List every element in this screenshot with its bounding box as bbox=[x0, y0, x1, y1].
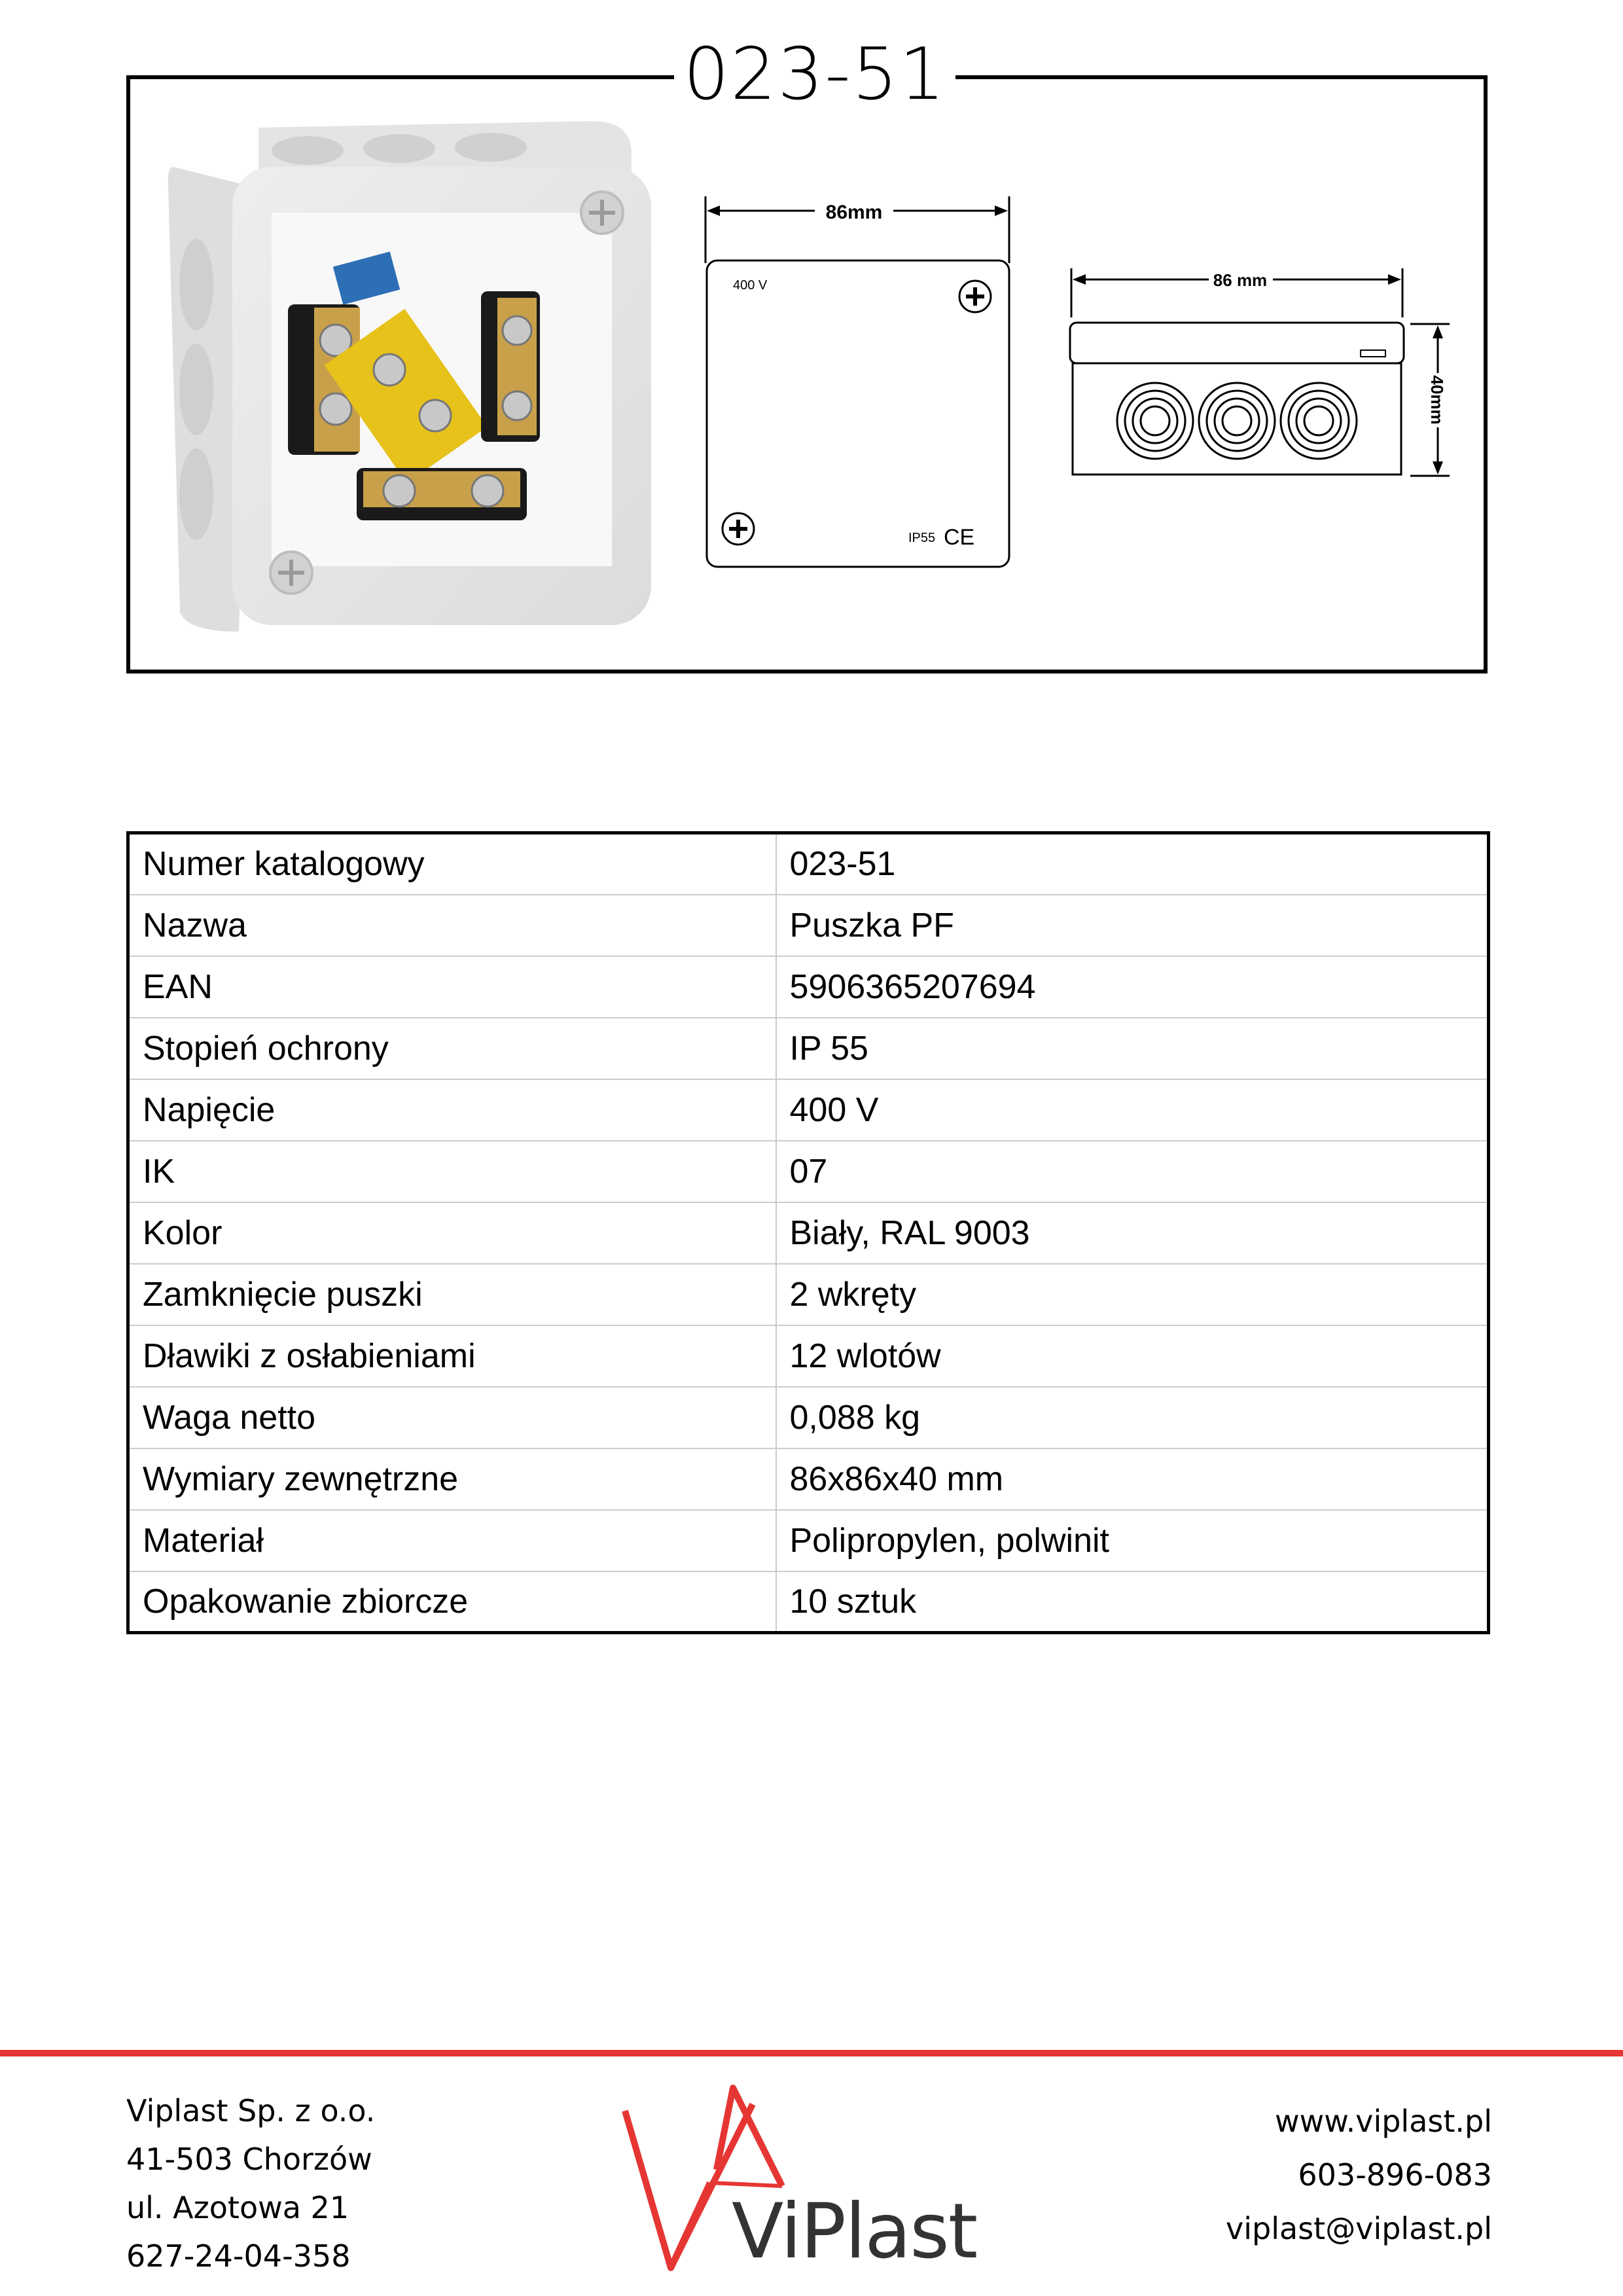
logo-wordmark: ViPlast bbox=[732, 2187, 977, 2276]
company-name: Viplast Sp. z o.o. bbox=[126, 2093, 376, 2128]
spec-value: 86x86x40 mm bbox=[776, 1448, 1489, 1510]
table-row bbox=[128, 956, 1489, 1018]
front-view-drawing bbox=[700, 190, 1014, 576]
spec-value: 5906365207694 bbox=[776, 956, 1489, 1018]
ip-label: IP55 bbox=[908, 531, 936, 545]
spec-value: Biały, RAL 9003 bbox=[776, 1202, 1489, 1264]
table-row bbox=[128, 833, 1489, 895]
table-row bbox=[128, 1141, 1489, 1202]
side-view-drawing bbox=[1063, 265, 1469, 491]
product-photo bbox=[160, 115, 658, 638]
product-title: 023-51 bbox=[674, 25, 955, 123]
spec-key: Napięcie bbox=[128, 1079, 776, 1141]
spec-value: 12 wlotów bbox=[776, 1325, 1489, 1387]
voltage-label: 400 V bbox=[733, 278, 768, 293]
spec-value: IP 55 bbox=[776, 1018, 1489, 1079]
spec-key: Opakowanie zbiorcze bbox=[128, 1571, 776, 1633]
table-row bbox=[128, 1079, 1489, 1141]
spec-value: 023-51 bbox=[776, 833, 1489, 895]
spec-key: Zamknięcie puszki bbox=[128, 1264, 776, 1325]
spec-key: IK bbox=[128, 1141, 776, 1202]
table-row bbox=[128, 1387, 1489, 1448]
table-row bbox=[128, 1264, 1489, 1325]
table-row bbox=[128, 1202, 1489, 1264]
side-width-label: 86 mm bbox=[1213, 270, 1268, 290]
table-row bbox=[128, 1325, 1489, 1387]
postal-city: 41-503 Chorzów bbox=[126, 2142, 372, 2177]
spec-key: Nazwa bbox=[128, 895, 776, 956]
side-height-label: 40mm bbox=[1427, 375, 1447, 425]
spec-key: Waga netto bbox=[128, 1387, 776, 1448]
spec-key: Kolor bbox=[128, 1202, 776, 1264]
spec-value: Polipropylen, polwinit bbox=[776, 1510, 1489, 1571]
spec-key: EAN bbox=[128, 956, 776, 1018]
table-row bbox=[128, 1571, 1489, 1633]
email-link[interactable]: viplast@viplast.pl bbox=[1226, 2211, 1492, 2246]
spec-value: 07 bbox=[776, 1141, 1489, 1202]
table-row bbox=[128, 895, 1489, 956]
spec-key: Materiał bbox=[128, 1510, 776, 1571]
front-width-label: 86mm bbox=[825, 202, 883, 223]
table-row bbox=[128, 1018, 1489, 1079]
spec-table bbox=[126, 831, 1490, 1634]
tax-id: 627-24-04-358 bbox=[126, 2238, 351, 2274]
spec-value: 0,088 kg bbox=[776, 1387, 1489, 1448]
spec-key: Numer katalogowy bbox=[128, 833, 776, 895]
plus-screw-icon bbox=[959, 281, 991, 312]
spec-value: 2 wkręty bbox=[776, 1264, 1489, 1325]
company-contact bbox=[1226, 2094, 1492, 2255]
spec-key: Stopień ochrony bbox=[128, 1018, 776, 1079]
table-row bbox=[128, 1448, 1489, 1510]
company-address bbox=[126, 2087, 375, 2280]
website-link[interactable]: www.viplast.pl bbox=[1274, 2104, 1492, 2139]
spec-value: 10 sztuk bbox=[776, 1571, 1489, 1633]
street: ul. Azotowa 21 bbox=[126, 2190, 349, 2225]
footer-accent-line bbox=[0, 2050, 1623, 2056]
plus-screw-icon bbox=[722, 513, 754, 545]
spec-key: Wymiary zewnętrzne bbox=[128, 1448, 776, 1510]
ce-mark-icon: CE bbox=[944, 525, 975, 550]
phone-number[interactable]: 603-896-083 bbox=[1298, 2157, 1492, 2193]
spec-value: 400 V bbox=[776, 1079, 1489, 1141]
table-row bbox=[128, 1510, 1489, 1571]
spec-value: Puszka PF bbox=[776, 895, 1489, 956]
spec-key: Dławiki z osłabieniami bbox=[128, 1325, 776, 1387]
